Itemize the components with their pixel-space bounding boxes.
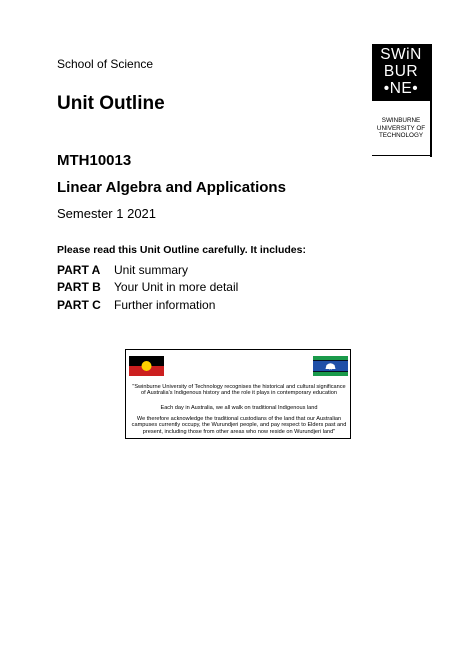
school-name: School of Science — [57, 57, 154, 71]
part-description: Your Unit in more detail — [114, 280, 239, 294]
logo-mark-line: BUR — [383, 63, 419, 80]
part-description: Unit summary — [114, 263, 189, 277]
part-label: PART C — [57, 298, 101, 312]
acknowledgement-quote: "Swinburne University of Technology recognises the historical and cultural significance of Australia's Indigenous history and the role it plays in contemporary education — [132, 384, 346, 397]
logo-text-line: UNIVERSITY OF — [376, 124, 426, 132]
unit-code: MTH10013 — [57, 152, 132, 169]
part-a-row — [57, 263, 188, 277]
part-label: PART A — [57, 263, 101, 277]
swinburne-logo — [372, 44, 430, 101]
part-label: PART B — [57, 280, 101, 294]
acknowledgement-line: Each day in Australia, we all walk on traditional Indigenous land — [160, 405, 318, 411]
aboriginal-flag-icon — [129, 356, 164, 376]
acknowledgement-box — [125, 349, 351, 439]
intro-text: Please read this Unit Outline carefully. It includes: — [57, 244, 306, 256]
logo-divider — [430, 44, 432, 157]
logo-mark-line: •NE• — [383, 80, 419, 97]
logo-wordmark — [372, 117, 430, 140]
logo-text-line: TECHNOLOGY — [378, 132, 424, 140]
logo-text-line: SWINBURNE — [381, 117, 421, 124]
acknowledgement-line: We therefore acknowledge the traditional custodians of the land that our Australian campuses currently occupy, the Wurundjeri people, and pay respect to Elders past and present, including those from other areas who now reside on Wurundjeri land" — [131, 416, 347, 435]
semester: Semester 1 2021 — [57, 206, 157, 221]
part-c-row — [57, 298, 215, 312]
logo-mark-line: SWiN — [380, 46, 422, 63]
part-description: Further information — [114, 298, 216, 312]
page-title: Unit Outline — [57, 93, 165, 114]
torres-strait-islander-flag-icon — [313, 356, 348, 376]
unit-name: Linear Algebra and Applications — [57, 179, 286, 196]
logo-divider — [372, 155, 432, 156]
part-b-row — [57, 280, 238, 294]
